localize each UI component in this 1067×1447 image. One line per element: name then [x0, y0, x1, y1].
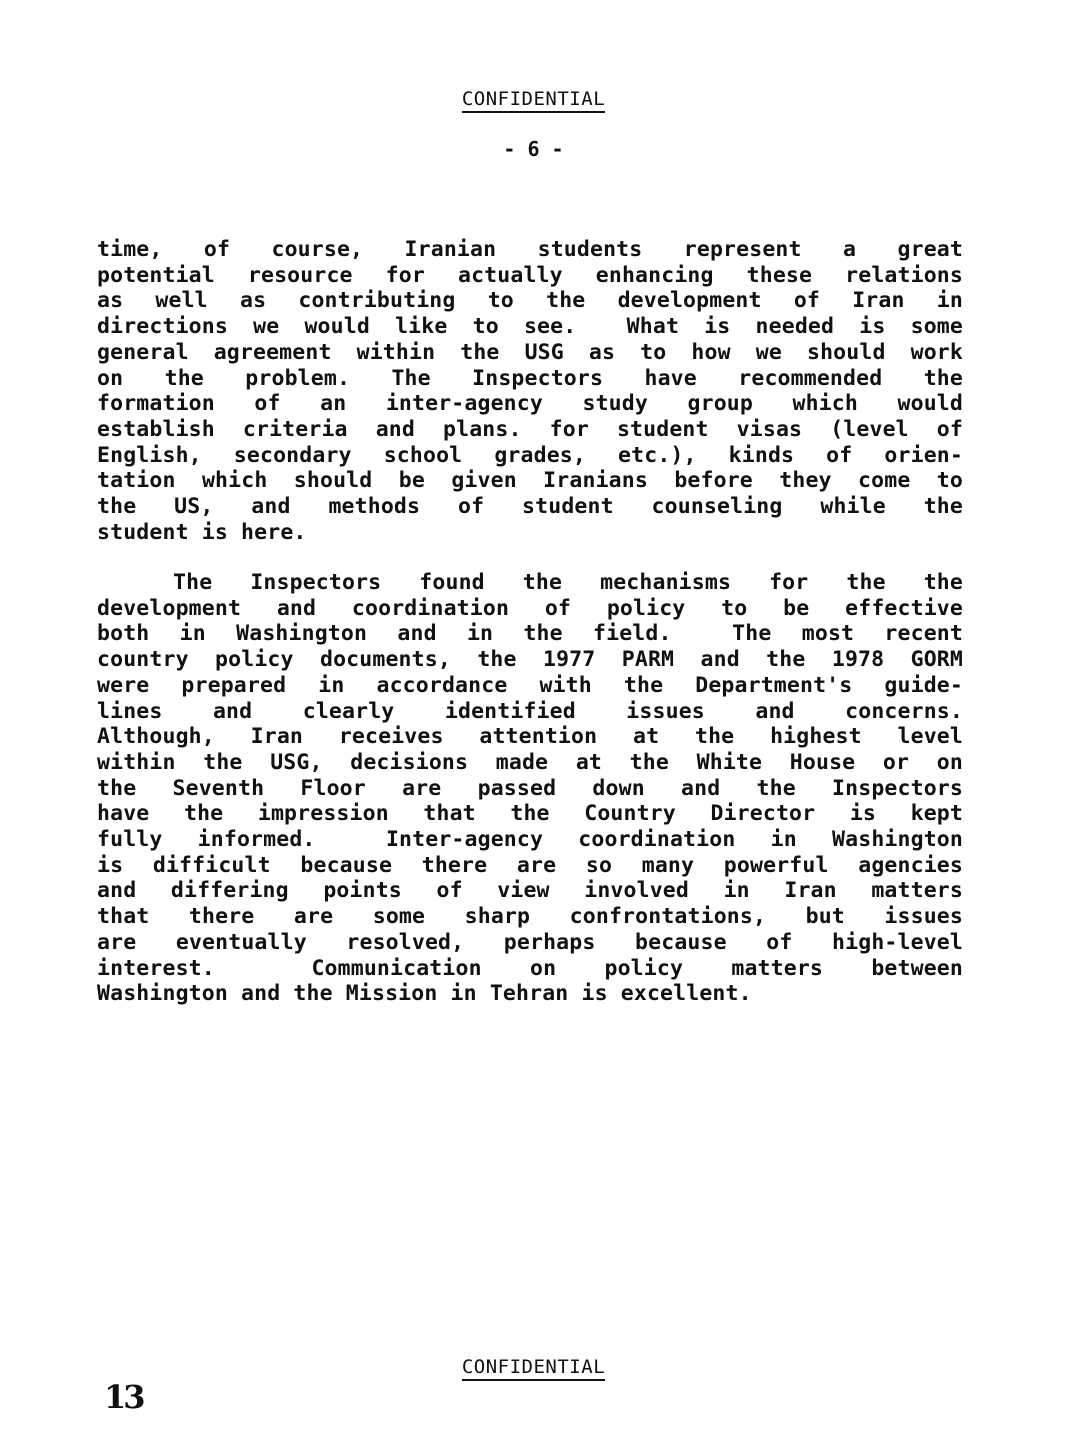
paragraph-line: The Inspectors found the mechanisms for the the: [173, 570, 963, 595]
header-classification: [0, 88, 1067, 110]
paragraph-line: tation which should be given Iranians before they come to: [97, 468, 963, 494]
paragraph-line: within the USG, decisions made at the White House or on: [97, 749, 963, 775]
paragraph-line: formation of an inter-agency study group which would: [97, 391, 963, 417]
paragraph-line: general agreement within the USG as to how we should work: [97, 339, 963, 365]
paragraph-line: country policy documents, the 1977 PARM and the 1978 GORM: [97, 647, 963, 673]
paragraph-line: potential resource for actually enhancing these relations: [97, 262, 963, 288]
paragraph-line: English, secondary school grades, etc.), kinds of orien-: [97, 442, 963, 468]
paragraph-2: [97, 570, 963, 1007]
paragraph-line: and differing points of view involved in Iran matters: [97, 878, 963, 904]
paragraph-line: student is here.: [97, 519, 307, 545]
paragraph-line: interest. Communication on policy matters between: [97, 955, 963, 981]
paragraph-line: are eventually resolved, perhaps because of high-level: [97, 929, 963, 955]
footer-classification: [0, 1356, 1067, 1378]
paragraph-line: on the problem. The Inspectors have recommended the: [97, 365, 963, 391]
paragraph-line: as well as contributing to the development of Iran in: [97, 288, 963, 314]
paragraph-line: lines and clearly identified issues and concerns.: [97, 698, 963, 724]
paragraph-1: [97, 237, 963, 545]
paragraph-line: the US, and methods of student counseling while the: [97, 494, 963, 520]
paragraph-line: fully informed. Inter-agency coordination in Washington: [97, 827, 963, 853]
paragraph-line: were prepared in accordance with the Department's guide-: [97, 672, 963, 698]
paragraph-line: Washington and the Mission in Tehran is excellent.: [97, 981, 752, 1007]
paragraph-line: the Seventh Floor are passed down and the Inspectors: [97, 775, 963, 801]
paragraph-line: that there are some sharp confrontations, but issues: [97, 904, 963, 930]
paragraph-line: establish criteria and plans. for student visas (level of: [97, 416, 963, 442]
footer-classification-label: CONFIDENTIAL: [462, 1356, 605, 1381]
paragraph-line: directions we would like to see. What is needed is some: [97, 314, 963, 340]
paragraph-line: time, of course, Iranian students represent a great: [97, 237, 963, 262]
paragraph-line: both in Washington and in the field. The most recent: [97, 621, 963, 647]
page-number: - 6 -: [503, 137, 564, 161]
paragraph-line: have the impression that the Country Director is kept: [97, 801, 963, 827]
paragraph-line: is difficult because there are so many powerful agencies: [97, 852, 963, 878]
document-mark: 13: [104, 1378, 143, 1416]
header-classification-label: CONFIDENTIAL: [462, 88, 605, 113]
paragraph-line: Although, Iran receives attention at the highest level: [97, 724, 963, 750]
paragraph-line: development and coordination of policy to be effective: [97, 595, 963, 621]
